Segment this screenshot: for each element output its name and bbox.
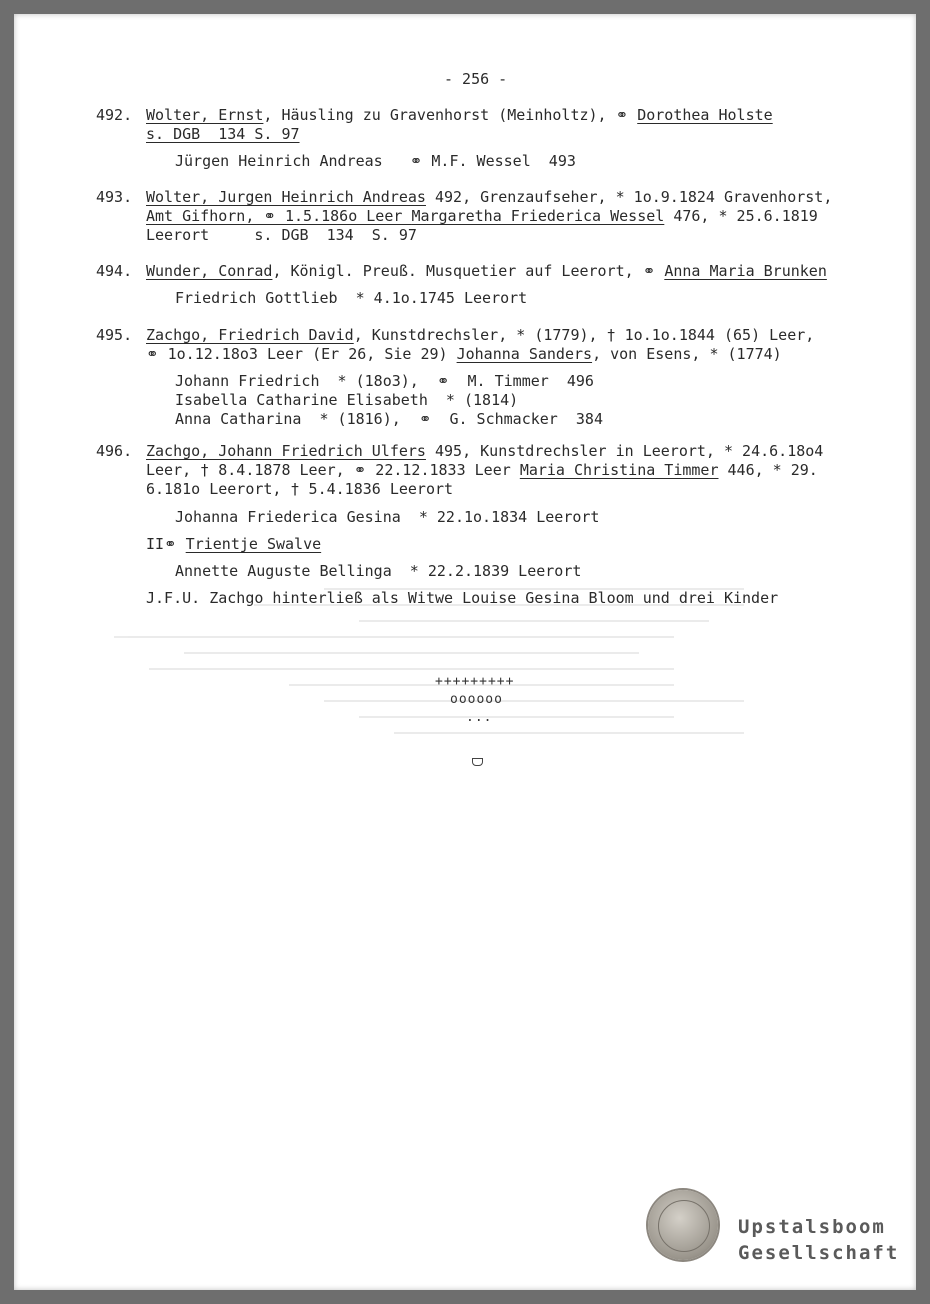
entry-line: 6.181o Leerort, † 5.4.1836 Leerort	[146, 480, 454, 498]
entry-text: , von Esens, * (1774)	[592, 345, 782, 363]
marriage-prefix: II⚭	[146, 535, 186, 553]
entry-number: 494.	[96, 262, 133, 280]
spouse-name: Johanna Sanders	[456, 345, 593, 363]
seal-ring	[658, 1200, 710, 1252]
entry-line	[146, 106, 773, 125]
entry-line	[146, 461, 818, 480]
person-name: Wolter, Ernst	[146, 106, 264, 124]
spouse-name: Margaretha Friederica Wessel	[411, 207, 665, 225]
entry-line	[146, 262, 827, 281]
entry-text: , Häusling zu Gravenhorst (Meinholtz), ⚭	[263, 106, 638, 124]
entry-number: 493.	[96, 188, 133, 206]
entry-text: 476, * 25.6.1819	[664, 207, 818, 225]
society-name-line1: Upstalsboom	[738, 1216, 886, 1238]
entry-text: Amt Gifhorn, ⚭ 1.5.186o Leer	[146, 207, 412, 225]
entry-line	[146, 125, 300, 144]
reference: s. DGB 134 S. 97	[146, 125, 300, 143]
entry-number: 495.	[96, 326, 133, 344]
child-line: Johanna Friederica Gesina * 22.1o.1834 Leerort	[175, 508, 600, 526]
person-name: Zachgo, Johann Friedrich Ulfers	[146, 442, 426, 460]
entry-text: , Königl. Preuß. Musquetier auf Leerort, ⚭	[272, 262, 665, 280]
entry-line	[146, 442, 823, 461]
entry-line	[146, 207, 818, 226]
spouse-name: Trientje Swalve	[185, 535, 322, 553]
entry-number: 496.	[96, 442, 133, 460]
entry-line	[146, 188, 832, 207]
person-name: Wunder, Conrad	[146, 262, 273, 280]
child-line: Johann Friedrich * (18o3), ⚭ M. Timmer 496	[175, 372, 594, 390]
entry-number: 492.	[96, 106, 133, 124]
society-seal-logo	[648, 1190, 718, 1260]
entry-text: 492, Grenzaufseher, * 1o.9.1824 Gravenhorst,	[425, 188, 833, 206]
entry-text: Leer, † 8.4.1878 Leer, ⚭ 22.12.1833 Leer	[146, 461, 520, 479]
entry-text: ⚭ 1o.12.18o3 Leer (Er 26, Sie 29)	[146, 345, 457, 363]
entry-text: 495, Kunstdrechsler in Leerort, * 24.6.18o4	[425, 442, 824, 460]
end-mark-cup	[472, 758, 483, 766]
child-line: Jürgen Heinrich Andreas ⚭ M.F. Wessel 493	[175, 152, 576, 170]
child-line: Annette Auguste Bellinga * 22.2.1839 Leerort	[175, 562, 582, 580]
closing-note: J.F.U. Zachgo hinterließ als Witwe Louise Gesina Bloom und drei Kinder	[146, 589, 779, 607]
spouse-name: Maria Christina Timmer	[519, 461, 719, 479]
entry-line	[146, 345, 782, 364]
end-mark-circles: oooooo	[450, 692, 503, 707]
spouse-name: Dorothea Holste	[637, 106, 773, 124]
entry-text: 446, * 29.	[718, 461, 818, 479]
end-mark-dots: ...	[466, 710, 493, 725]
child-line: Isabella Catharine Elisabeth * (1814)	[175, 391, 519, 409]
document-page	[14, 14, 916, 1290]
bleed-through-text	[114, 574, 814, 1174]
spouse-name: Anna Maria Brunken	[664, 262, 827, 280]
entry-line: Leerort s. DGB 134 S. 97	[146, 226, 417, 244]
entry-text: , Kunstdrechsler, * (1779), † 1o.1o.1844 (65) Leer,	[353, 326, 815, 344]
person-name: Zachgo, Friedrich David	[146, 326, 354, 344]
entry-line	[146, 326, 814, 345]
child-line: Friedrich Gottlieb * 4.1o.1745 Leerort	[175, 289, 528, 307]
society-name-line2: Gesellschaft	[738, 1242, 900, 1264]
person-name: Wolter, Jurgen Heinrich Andreas	[146, 188, 426, 206]
second-marriage	[146, 535, 321, 554]
page-number: - 256 -	[444, 70, 508, 88]
child-line: Anna Catharina * (1816), ⚭ G. Schmacker 384	[175, 410, 603, 428]
end-mark-crosses: +++++++++	[435, 674, 515, 689]
